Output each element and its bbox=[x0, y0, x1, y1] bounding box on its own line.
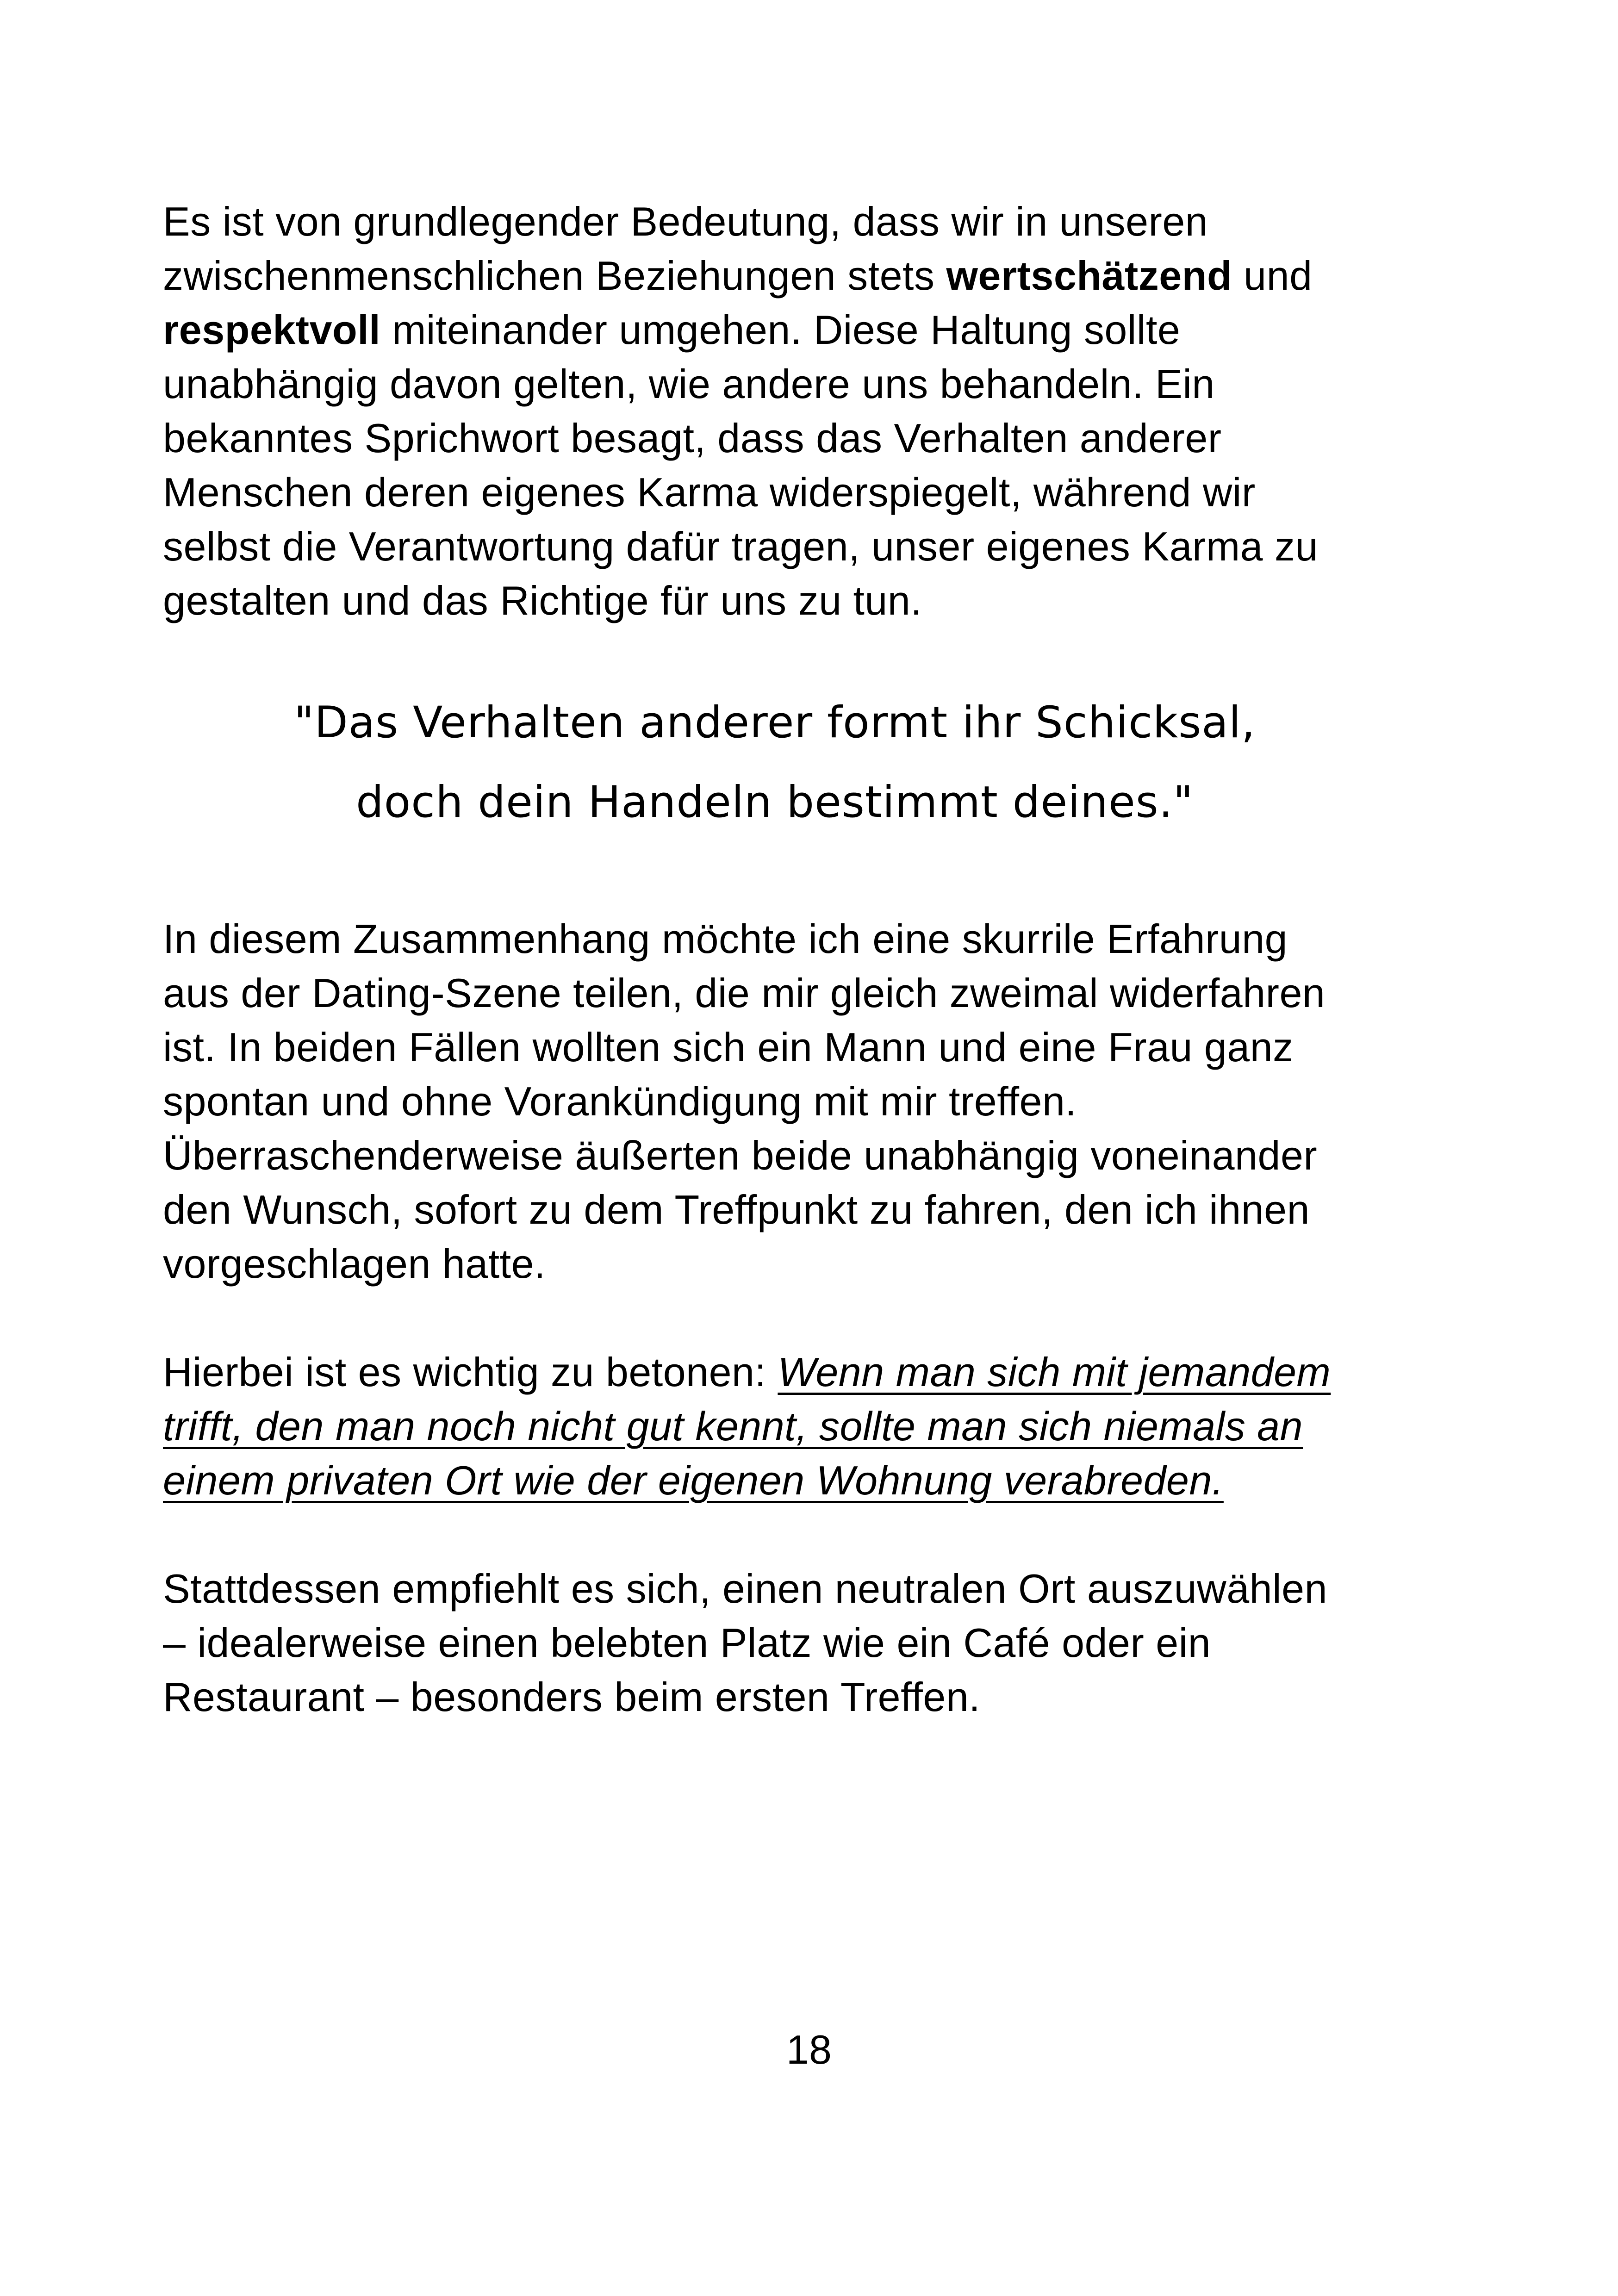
text-run: Es ist von grundlegender Bedeutung, dass wir in unseren zwischenmenschlichen Beziehungen stets bbox=[163, 199, 1208, 299]
paragraph-recommendation bbox=[163, 1562, 1359, 1724]
text-run-bold: respektvoll bbox=[163, 307, 381, 353]
paragraph-dating-story bbox=[163, 912, 1359, 1291]
text-run: und bbox=[1232, 253, 1313, 299]
quote-line-2: doch dein Handeln bestimmt deines." bbox=[356, 777, 1194, 828]
text-run-italic-underline: Wenn man sich mit jemandem trifft, den man noch nicht gut kennt, sollte man sich niemals an einem privaten Ort wie der eigenen Wohnung verabreden. bbox=[163, 1349, 1331, 1503]
page-number: 18 bbox=[786, 2027, 832, 2072]
text-run: miteinander umgehen. Diese Haltung sollte unabhängig davon gelten, wie andere uns behandeln. Ein bekanntes Sprichwort besagt, dass das Verhalten anderer Menschen deren eigenes Karma widerspiegelt, während wir selbst die Verantwortung dafür tragen, unser eigenes Karma zu gestalten und das Richtige für uns zu tun. bbox=[163, 307, 1318, 623]
paragraph-intro bbox=[163, 194, 1359, 628]
paragraph-warning bbox=[163, 1345, 1359, 1507]
text-run: In diesem Zusammenhang möchte ich eine skurrile Erfahrung aus der Dating-Szene teilen, die mir gleich zweimal widerfahren ist. In beiden Fällen wollten sich ein Mann und eine Frau ganz spontan und ohne Vorankündigung mit mir treffen. Überraschenderweise äußerten beide unabhängig voneinander den Wunsch, sofort zu dem Treffpunkt zu fahren, den ich ihnen vorgeschlagen hatte. bbox=[163, 916, 1326, 1287]
text-run: Hierbei ist es wichtig zu betonen: bbox=[163, 1349, 778, 1395]
quote-line-1: "Das Verhalten anderer formt ihr Schicksal, bbox=[294, 697, 1256, 748]
quote-block bbox=[191, 683, 1359, 842]
text-run-bold: wertschätzend bbox=[946, 253, 1232, 299]
text-run: Stattdessen empfiehlt es sich, einen neutralen Ort auszuwählen – idealerweise einen belebten Platz wie ein Café oder ein Restaurant – besonders beim ersten Treffen. bbox=[163, 1566, 1328, 1720]
